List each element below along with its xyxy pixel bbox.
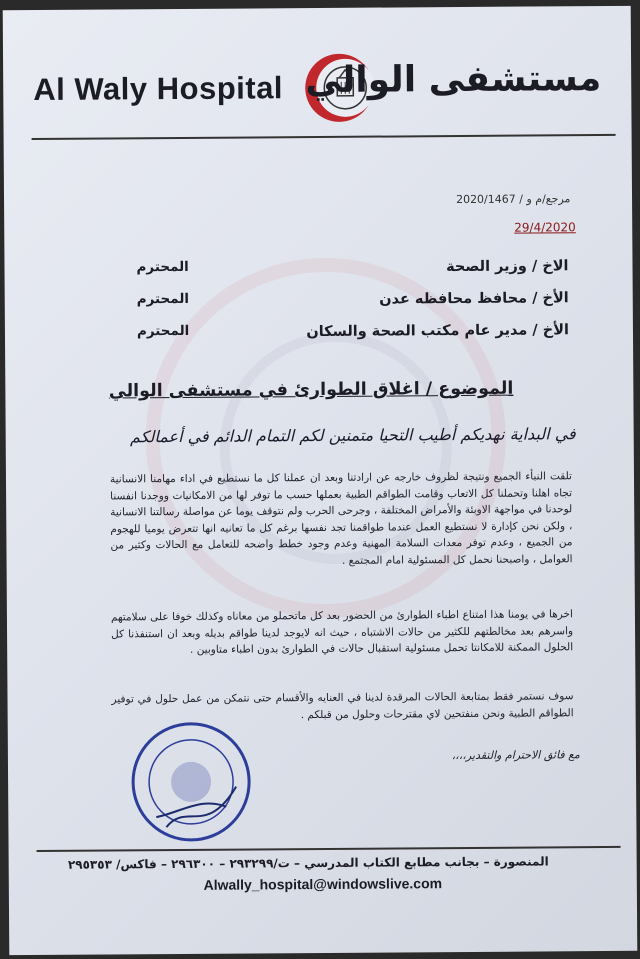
footer-email: Alwally_hospital@windowslive.com [203, 875, 443, 893]
hospital-name-arabic: مستشفى الوالي [305, 58, 602, 102]
honorific-1: المحترم [136, 258, 189, 276]
letter-page [3, 6, 638, 955]
hospital-name-english: Al Waly Hospital [33, 70, 284, 107]
body-paragraph-1: تلقت النبأء الجميع ونتيجة لظروف خارجه عن ارادتنا وبعد ان عملنا كل ما نستطيع في اداء مهامنا الانسانية تجاه اهلنا وتحملنا كل الاتعاب وقامت الطواقم الطبية بعملها حسب ما توفر لها من الامكانيات ووجدنا انفسنا لوحدنا في مواجهة الاوبئة والأمراض المختلفة ، وجرحى الحرب ولم نتوقف يوما عن مواصلة رسالتنا الانسانية ، ولكن نحن كإدارة لا نستطيع العمل عندما طواقمنا تجد نفسها برغم كل ما تعانيه انها تتعرض يوميا للهجوم من الجميع ، وعدم توفر معدات السلامة المهنية وعدم وجود خطط واضحه للتعامل مع الحالات وكثير من العوامل ، واصبحنا نحمل كل المسئولية امام المجتمع . [109, 470, 573, 567]
addressee-3: الأخ / مدير عام مكتب الصحة والسكان [306, 322, 570, 341]
body-paragraph-3: سوف نستمر فقط بمتابعة الحالات المرقدة لدينا في العنايه والأقسام حتى نتمكن من عمل حلول في توفير الطواقم الطبية ونحن منفتحين لاي مقترحات وحلول من قبلكم . [111, 690, 574, 721]
letter-date: 29/4/2020 [514, 220, 576, 235]
handwritten-greeting: في البداية نهديكم أطيب التحيا متمنين لكم التمام الدائم في أعمالكم [129, 424, 576, 447]
addressee-1: الاخ / وزير الصحة [446, 258, 569, 276]
footer-divider [37, 846, 621, 852]
closing-line: مع فائق الاحترام والتقدير،،،، [451, 748, 580, 763]
header-divider [32, 134, 616, 140]
reference-number: مرجع/م و / 2020/1467 [455, 192, 571, 207]
hospital-stamp [126, 716, 257, 847]
body-paragraph-2: اخرها في يومنا هذا امتناع اطباء الطوارئ من الحضور بعد كل ماتحملو من معاناه وكذلك خوفا على سلامتهم واسرهم بعد مخالطتهم للكثير من حالات الاشتباه ، حيث انه لايوجد لدينا طواقم بديله وبعد ان استنفذنا كل الحلول الممكنة للامكانتا تحمل مسئولية استقبال حالات في الطوارئ بدون اطباء متاوبين . [110, 608, 574, 656]
honorific-2: المحترم [136, 290, 190, 308]
footer-address: المنصورة – بجانب مطابع الكتاب المدرسي – ت/٢٩٣٢٩٩ – ٢٩٦٣٠٠ – فاكس/ ٢٩٥٣٥٣ [67, 854, 549, 872]
letter-subject: الموضوع / اغلاق الطوارئ في مستشفى الوالي [108, 378, 514, 402]
addressee-2: الأخ / محافظ محافظه عدن [379, 290, 569, 308]
honorific-3: المحترم [136, 322, 190, 340]
